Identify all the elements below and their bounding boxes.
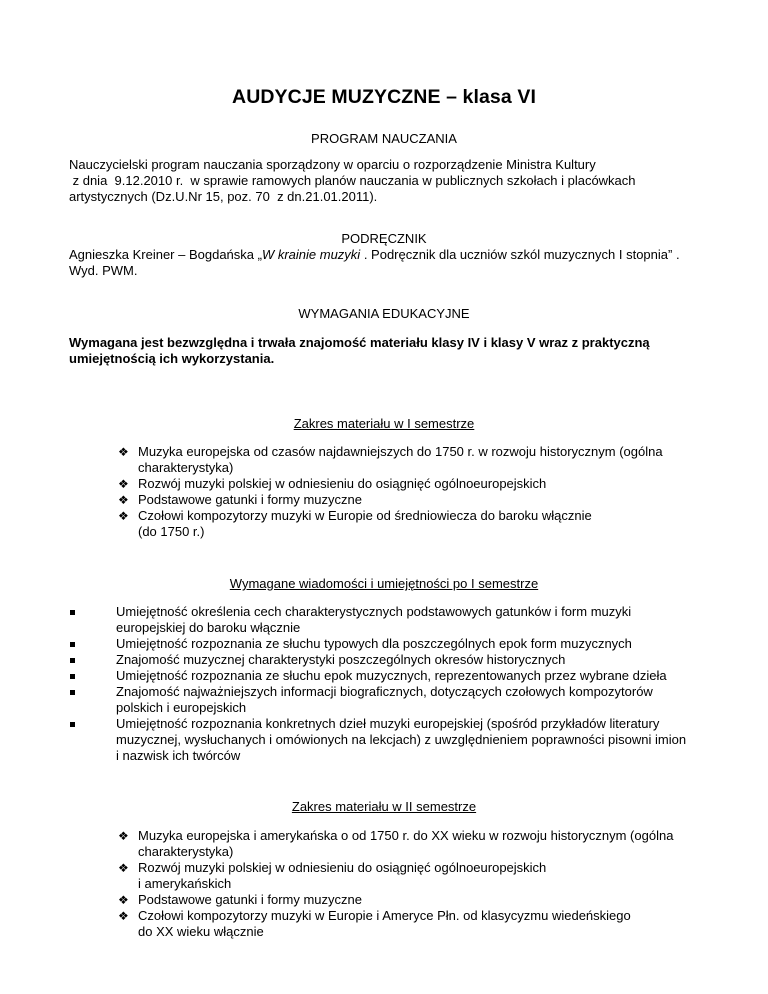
square-bullet-icon [70, 658, 75, 663]
list-item-line: Podstawowe gatunki i formy muzyczne [138, 892, 362, 907]
list-item-line: Umiejętność rozpoznania ze słuchu epok muzycznych, reprezentowanych przez wybrane dzieła [116, 668, 667, 683]
list-item-line: polskich i europejskich [116, 700, 247, 715]
textbook-publisher: Wyd. PWM. [69, 263, 138, 278]
diamond-bullet-icon: ❖ [118, 893, 129, 907]
list-item-line: (do 1750 r.) [138, 524, 205, 539]
textbook-author: Agnieszka Kreiner – Bogdańska „ [69, 247, 262, 262]
diamond-bullet-icon: ❖ [118, 493, 129, 507]
diamond-bullet-icon: ❖ [118, 861, 129, 875]
textbook-text [69, 247, 759, 279]
list-item-line: i nazwisk ich twórców [116, 748, 241, 763]
list-item [0, 668, 746, 684]
list-item-line: Muzyka europejska od czasów najdawniejszych do 1750 r. w rozwoju historycznym (ogólna [138, 444, 663, 459]
list-item-line: i amerykańskich [138, 876, 232, 891]
square-bullet-icon [70, 610, 75, 615]
program-heading: PROGRAM NAUCZANIA [311, 131, 457, 146]
list-item [0, 652, 746, 668]
diamond-bullet-icon: ❖ [118, 909, 129, 923]
page-title: AUDYCJE MUZYCZNE – klasa VI [232, 86, 536, 108]
list-item [0, 508, 728, 540]
list-item [0, 828, 728, 860]
list-item-line: Muzyka europejska i amerykańska o od 1750 r. do XX wieku w rozwoju historycznym (ogólna [138, 828, 674, 843]
list-item-line: Czołowi kompozytorzy muzyki w Europie i Ameryce Płn. od klasycyzmu wiedeńskiego [138, 908, 631, 923]
list-item [0, 604, 746, 636]
textbook-line [69, 247, 759, 263]
list-item-line: charakterystyka) [138, 460, 234, 475]
list-item-line: europejskiej do baroku włącznie [116, 620, 301, 635]
textbook-heading: PODRĘCZNIK [341, 231, 427, 246]
square-bullet-icon [70, 642, 75, 647]
diamond-bullet-icon: ❖ [118, 477, 129, 491]
square-bullet-icon [70, 722, 75, 727]
list-item [0, 860, 728, 892]
list-item [0, 492, 728, 508]
list-item-line: Rozwój muzyki polskiej w odniesieniu do osiągnięć ogólnoeuropejskich [138, 860, 547, 875]
section3-list [0, 828, 768, 940]
list-item [0, 908, 728, 940]
list-item [0, 444, 728, 476]
textbook-rest: . Podręcznik dla uczniów szkól muzycznych I stopnia” . [360, 247, 680, 262]
list-item-line: Czołowi kompozytorzy muzyki w Europie od średniowiecza do baroku włącznie [138, 508, 592, 523]
list-item-line: Znajomość najważniejszych informacji biograficznych, dotyczących czołowych kompozytorów [116, 684, 653, 699]
program-text [69, 157, 759, 205]
diamond-bullet-icon: ❖ [118, 445, 129, 459]
program-line: z dnia 9.12.2010 r. w sprawie ramowych planów nauczania w publicznych szkołach i placówkach [69, 173, 636, 188]
square-bullet-icon [70, 674, 75, 679]
section1-list [0, 444, 768, 540]
list-item-line: Podstawowe gatunki i formy muzyczne [138, 492, 362, 507]
list-item [0, 716, 746, 764]
list-item [0, 892, 728, 908]
diamond-bullet-icon: ❖ [118, 829, 129, 843]
program-line: artystycznych (Dz.U.Nr 15, poz. 70 z dn.21.01.2011). [69, 189, 378, 204]
list-item-line: Znajomość muzycznej charakterystyki poszczególnych okresów historycznych [116, 652, 566, 667]
list-item-line: Umiejętność rozpoznania ze słuchu typowych dla poszczególnych epok form muzycznych [116, 636, 632, 651]
textbook-title: W krainie muzyki [261, 247, 361, 262]
section2-list [0, 604, 768, 764]
requirements-heading: WYMAGANIA EDUKACYJNE [298, 306, 470, 321]
list-item [0, 684, 746, 716]
requirements-line: umiejętnością ich wykorzystania. [69, 351, 275, 366]
list-item-line: muzycznej, wysłuchanych i omówionych na lekcjach) z uwzględnieniem poprawności pisowni imion [116, 732, 687, 747]
square-bullet-icon [70, 690, 75, 695]
list-item-line: charakterystyka) [138, 844, 234, 859]
diamond-bullet-icon: ❖ [118, 509, 129, 523]
section2-heading: Wymagane wiadomości i umiejętności po I semestrze [229, 576, 539, 591]
list-item-line: Umiejętność rozpoznania konkretnych dzieł muzyki europejskiej (spośród przykładów literatury [116, 716, 660, 731]
list-item-line: do XX wieku włącznie [138, 924, 264, 939]
section1-heading: Zakres materiału w I semestrze [293, 416, 475, 431]
list-item [0, 476, 728, 492]
requirements-text [69, 335, 759, 367]
program-line: Nauczycielski program nauczania sporządzony w oparciu o rozporządzenie Ministra Kultury [69, 157, 596, 172]
list-item-line: Rozwój muzyki polskiej w odniesieniu do osiągnięć ogólnoeuropejskich [138, 476, 547, 491]
list-item-line: Umiejętność określenia cech charakterystycznych podstawowych gatunków i form muzyki [116, 604, 632, 619]
requirements-line: Wymagana jest bezwzględna i trwała znajomość materiału klasy IV i klasy V wraz z praktyczną [69, 335, 650, 350]
list-item [0, 636, 746, 652]
section3-heading: Zakres materiału w II semestrze [291, 799, 477, 814]
